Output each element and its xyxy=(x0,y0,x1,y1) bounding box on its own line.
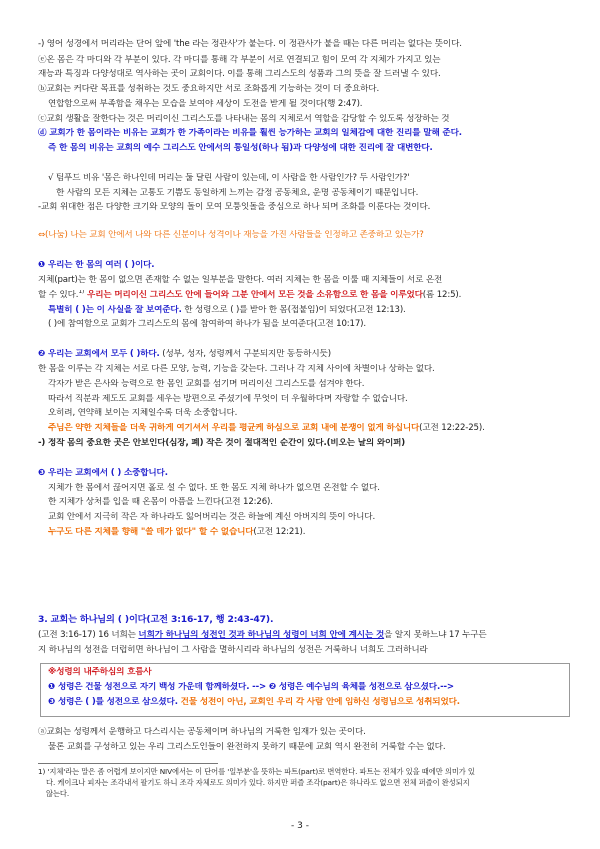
section-heading: 3. 교회는 하나님의 ( )이다(고전 3:16-17, 행 2:43-47). xyxy=(38,614,274,625)
text-line: 지체가 한 몸에서 끊어지면 홀로 설 수 없다. 또 한 몸도 지체 하나가 없으면 온전할 수 없다. xyxy=(48,483,380,493)
text-line: 지체(part)는 한 몸이 없으면 존재할 수 없는 일부분을 말한다. 여러 지체는 한 몸을 이룰 때 지체들이 서로 온전 xyxy=(38,275,443,285)
text-line: √ 팀푸드 비유 '몸은 하나인데 머리는 둘 달린 사람이 있는데, 이 사람을 한 사람인가? 두 사람인가?' xyxy=(48,173,410,183)
text-line: -) 영어 성경에서 머리라는 단어 앞에 'the 라는 정관사'가 붙는다. 이 정관사가 붙을 때는 다른 머리는 없다는 뜻이다. xyxy=(38,39,462,49)
text-line: (고전 3:16-17) 16 너희는 너희가 하나님의 성전인 것과 하나님의 성령이 너희 안에 계시는 것을 알지 못하느냐 17 누구든 xyxy=(38,630,487,640)
text-line: 특별히 ( )는 이 사실을 잘 보여준다. 한 성령으로 ( )를 받아 한 몸(접붙임)이 되었다(고전 12:13). xyxy=(48,305,406,315)
highlight-line: ⓓ 교회가 한 몸이라는 비유는 교회가 한 가족이라는 비유를 훨씬 능가하는 교회의 일체감에 대한 진리를 말해 준다. xyxy=(38,128,462,138)
text-line: 연합함으로써 부족함을 채우는 모습을 보여야 세상이 도전을 받게 될 것이다(행 2:47). xyxy=(48,99,363,109)
box-line: ❶ 성령은 건물 성전으로 자기 백성 가운데 함께하셨다. --> ❷ 성령은 예수님의 육체를 성전으로 삼으셨다.--> xyxy=(48,682,454,692)
text-line: -교회 위대한 점은 다양한 크기와 모양의 돌이 모여 모퉁잇돌을 중심으로 하나 되며 조화를 이룬다는 것이다. xyxy=(38,202,431,212)
text-line: 재능과 특징과 다양성대로 역사하는 곳이 교회이다. 이를 통해 그리스도의 성품과 그의 뜻을 잘 드러낼 수 있다. xyxy=(38,69,441,79)
text-line: ( )에 참여함으로 교회가 그리스도의 몸에 참여하여 하나가 됨을 보여준다(고전 10:17). xyxy=(48,319,366,329)
text-line: 지 하나님의 성전을 더럽히면 하나님이 그 사람을 멸하시리라 하나님의 성전은 거룩하니 너희도 그러하니라 xyxy=(38,645,428,655)
footnote-divider xyxy=(38,763,218,764)
footnote-line: 1) '지체'라는 말은 좀 어렵게 보이지만 NIV에서는 이 단어를 '일부분'을 뜻하는 파트(part)로 번역한다. 파트는 전체가 있을 때에만 의미가 있 xyxy=(38,767,475,776)
text-line: 따라서 직분과 제도도 교회를 세우는 방편으로 주셨기에 무엇이 더 우월하다며 자랑할 수 없습니다. xyxy=(48,394,408,404)
text-line: 한 지체가 상처를 입을 때 온몸이 아픔을 느낀다(고전 12:26). xyxy=(48,497,273,507)
box-title: ※성령의 내주하심의 흐름사 xyxy=(48,667,152,677)
page-number: - 3 - xyxy=(291,821,309,831)
text-line: 누구도 다른 지체를 향해 "쓸 데가 없다" 할 수 없습니다(고전 12:21). xyxy=(48,527,306,537)
text-line: 교회 안에서 지극히 작은 자 하나라도 잃어버리는 것은 하늘에 계신 아버지의 뜻이 아니다. xyxy=(48,512,376,522)
footnote-line: 다. 케이크나 피자는 조각내서 팔기도 하니 조각 자체로도 의미가 있다. 하지만 퍼즐 조각(part)은 하나라도 없으면 전체 퍼즐이 완성되지 xyxy=(46,778,470,787)
point-heading: ❸ 우리는 교회에서 ( ) 소중합니다. xyxy=(38,468,168,478)
text-line: ⓒ교회 생활을 잘한다는 것은 머리이신 그리스도를 나타내는 몸의 지체로서 역할을 감당할 수 있도록 성장하는 것 xyxy=(38,114,450,124)
text-line: 각자가 받은 은사와 능력으로 한 몸인 교회를 섬기며 머리이신 그리스도를 섬겨야 한다. xyxy=(48,379,365,389)
text-line: ⓑ교회는 커다란 목표를 성취하는 것도 중요하지만 서로 조화롭게 기능하는 것이 더 중요하다. xyxy=(38,84,380,94)
text-line: 물론 교회를 구성하고 있는 우리 그리스도인들이 완전하지 못하기 때문에 교회 역시 완전히 거룩할 수는 없다. xyxy=(48,742,446,752)
text-line: 한 몸을 이루는 각 지체는 서로 다른 모양, 능력, 기능을 갖는다. 그러나 각 지체 사이에 차별이나 상하는 없다. xyxy=(38,364,435,374)
text-line: 오히려, 연약해 보이는 지체일수록 더욱 소중합니다. xyxy=(48,408,238,418)
footnote-line: 않는다. xyxy=(46,789,70,798)
point-heading: ❶ 우리는 한 몸의 여러 ( )이다. xyxy=(38,260,155,270)
box-line: ❸ 성령은 ( )를 성전으로 삼으셨다. 건물 성전이 아닌, 교회인 우리 각 사람 안에 임하신 성령님으로 성취되었다. xyxy=(48,697,460,707)
text-line: 한 사람의 모든 지체는 고통도 기쁨도 동일하게 느끼는 감정 공동체요, 운명 공동체이기 때문입니다. xyxy=(56,188,419,198)
highlight-line: 즉 한 몸의 비유는 교회의 예수 그리스도 안에서의 통일성(하나 됨)과 다양성에 대한 진리에 잘 대변한다. xyxy=(48,143,433,153)
text-line: ⓐ교회는 성령께서 운행하고 다스리시는 공동체이며 하나님의 거룩한 임재가 있는 곳이다. xyxy=(38,727,366,737)
text-line: ❷ 우리는 교회에서 모두 ( )하다. (성부, 성자, 성령께서 구분되지만 동등하시듯) xyxy=(38,349,331,359)
text-line: ⓔ온 몸은 각 마디와 각 부분이 있다. 각 마디를 통해 각 부분이 서로 연결되고 힘이 모여 각 지체가 가지고 있는 xyxy=(38,55,441,65)
text-line: 주님은 약한 지체들을 더욱 귀하게 여기셔서 우리를 평균케 하심으로 교회 내에 분쟁이 없게 하십니다(고전 12:22-25). xyxy=(48,423,485,433)
text-line: 할 수 있다.$^{1)}$ 우리는 머리이신 그리스도 안에 들어와 그분 안에서 모든 것을 소유함으로 한 몸을 이루었다(롬 12:5). xyxy=(38,290,462,300)
discussion-question: ⇔(나눔) 나는 교회 안에서 나와 다른 신분이나 성격이나 재능을 가진 사람들을 인정하고 존중하고 있는가? xyxy=(38,230,424,240)
footnote-mark: 1) xyxy=(78,290,85,296)
text-line: -) 정작 몸의 중요한 곳은 안보인다(심장, 폐) 작은 것이 절대적인 순간이 있다.(비오는 날의 와이퍼) xyxy=(38,438,406,448)
